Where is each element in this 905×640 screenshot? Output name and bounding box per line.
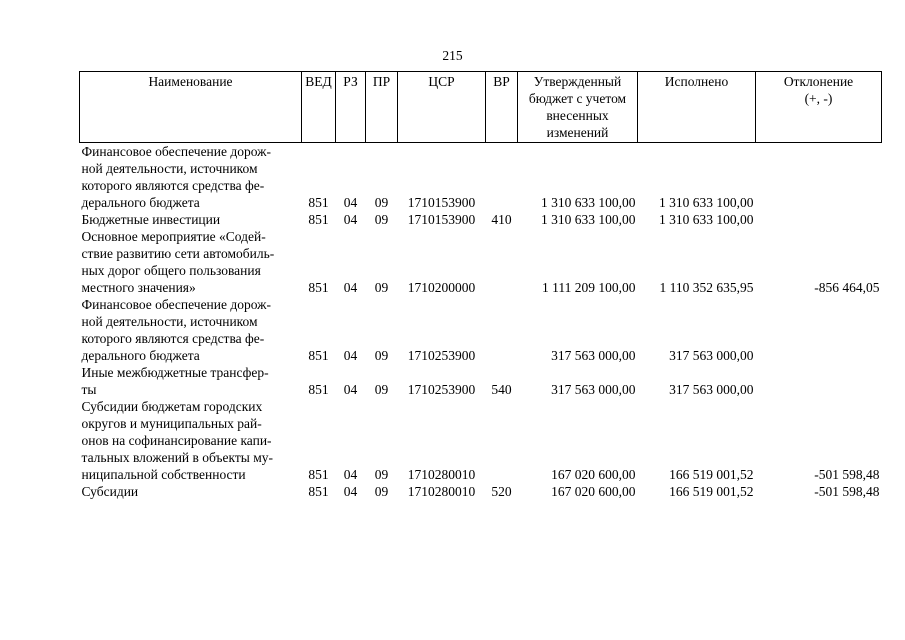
- row-ved: 851: [308, 484, 329, 499]
- header-name: Наименование: [80, 72, 302, 143]
- row-ved: 851: [308, 348, 329, 363]
- row-approved: 1 111 209 100,00: [542, 280, 636, 295]
- header-csr: ЦСР: [398, 72, 486, 143]
- row-csr: 1710280010: [407, 484, 476, 499]
- row-vr: [486, 143, 518, 212]
- row-rz: 04: [343, 467, 358, 482]
- row-approved: 317 563 000,00: [551, 382, 636, 397]
- row-executed: 1 310 633 100,00: [659, 195, 754, 210]
- row-ved: 851: [308, 382, 329, 397]
- row-name-line: ты: [81, 382, 97, 397]
- row-csr: 1710153900: [407, 212, 476, 227]
- row-name-line: которого являются средства фе-: [81, 331, 265, 346]
- table-row: [80, 143, 882, 212]
- table-row: [80, 211, 882, 228]
- row-executed: 317 563 000,00: [669, 382, 754, 397]
- row-rz: 04: [343, 212, 358, 227]
- row-pr: 09: [374, 348, 389, 363]
- row-name-line: ниципальной собственности: [81, 467, 246, 482]
- row-csr: 1710253900: [407, 348, 476, 363]
- header-vr: ВР: [486, 72, 518, 143]
- header-approved-line: бюджет с учетом: [528, 91, 627, 106]
- row-name-line: Иные межбюджетные трансфер-: [81, 365, 269, 380]
- row-executed: 166 519 001,52: [669, 484, 754, 499]
- row-name-line: Финансовое обеспечение дорож-: [81, 144, 271, 159]
- row-rz: 04: [343, 348, 358, 363]
- row-name: [80, 398, 302, 483]
- header-deviation: [756, 72, 882, 143]
- row-deviation: -501 598,48: [814, 467, 880, 482]
- row-name-line: ной деятельности, источником: [81, 314, 258, 329]
- row-ved: 851: [308, 280, 329, 295]
- header-ved: ВЕД: [302, 72, 336, 143]
- row-deviation: [756, 143, 882, 212]
- row-csr: 1710253900: [407, 382, 476, 397]
- row-deviation: -501 598,48: [814, 484, 880, 499]
- row-name-line: округов и муниципальных рай-: [81, 416, 262, 431]
- row-name: [80, 211, 302, 228]
- table-row: [80, 398, 882, 483]
- row-executed: 1 310 633 100,00: [659, 212, 754, 227]
- header-approved-line: Утвержденный: [533, 74, 622, 89]
- row-name-line: ствие развитию сети автомобиль-: [81, 246, 275, 261]
- header-pr: ПР: [366, 72, 398, 143]
- row-approved: 1 310 633 100,00: [541, 195, 636, 210]
- table-body: [80, 143, 882, 501]
- table-row: [80, 228, 882, 296]
- row-name-line: Субсидии бюджетам городских: [81, 399, 263, 414]
- row-name: [80, 364, 302, 398]
- row-approved: 1 310 633 100,00: [541, 212, 636, 227]
- header-deviation-line: (+, -): [804, 91, 833, 106]
- row-csr: 1710200000: [407, 280, 476, 295]
- row-deviation: [756, 296, 882, 364]
- row-rz: 04: [343, 382, 358, 397]
- row-name: [80, 228, 302, 296]
- row-name-line: онов на софинансирование капи-: [81, 433, 272, 448]
- row-csr: 1710153900: [407, 195, 476, 210]
- row-name-line: которого являются средства фе-: [81, 178, 265, 193]
- row-deviation: [756, 211, 882, 228]
- row-approved: 317 563 000,00: [551, 348, 636, 363]
- row-name-line: Основное мероприятие «Содей-: [81, 229, 266, 244]
- header-approved: [518, 72, 638, 143]
- row-name-line: Субсидии: [81, 484, 139, 499]
- row-executed: 166 519 001,52: [669, 467, 754, 482]
- row-executed: 317 563 000,00: [669, 348, 754, 363]
- row-ved: 851: [308, 195, 329, 210]
- row-name: [80, 296, 302, 364]
- row-rz: 04: [343, 280, 358, 295]
- row-rz: 04: [343, 195, 358, 210]
- row-name: [80, 143, 302, 212]
- row-name-line: ной деятельности, источником: [81, 161, 258, 176]
- row-pr: 09: [374, 467, 389, 482]
- header-approved-line: внесенных: [546, 108, 609, 123]
- row-name-line: Финансовое обеспечение дорож-: [81, 297, 271, 312]
- row-name-line: тальных вложений в объекты му-: [81, 450, 274, 465]
- row-name-line: местного значения»: [81, 280, 196, 295]
- row-pr: 09: [374, 212, 389, 227]
- header-deviation-line: Отклонение: [783, 74, 854, 89]
- table-row: [80, 364, 882, 398]
- header-executed: Исполнено: [638, 72, 756, 143]
- row-name-line: дерального бюджета: [81, 195, 200, 210]
- row-csr: 1710280010: [407, 467, 476, 482]
- table-row: [80, 483, 882, 500]
- table-row: [80, 296, 882, 364]
- row-executed: 1 110 352 635,95: [659, 280, 754, 295]
- row-vr: 540: [491, 382, 512, 397]
- table-header-row: [80, 72, 882, 143]
- row-approved: 167 020 600,00: [551, 467, 636, 482]
- page-number: 215: [442, 48, 463, 63]
- row-pr: 09: [374, 280, 389, 295]
- row-vr: 520: [491, 484, 512, 499]
- budget-table: [79, 71, 882, 500]
- row-deviation: -856 464,05: [814, 280, 880, 295]
- row-name-line: дерального бюджета: [81, 348, 200, 363]
- row-pr: 09: [374, 484, 389, 499]
- row-deviation: [756, 364, 882, 398]
- header-rz: РЗ: [336, 72, 366, 143]
- row-name-line: Бюджетные инвестиции: [81, 212, 221, 227]
- row-pr: 09: [374, 382, 389, 397]
- row-vr: [486, 398, 518, 483]
- row-approved: 167 020 600,00: [551, 484, 636, 499]
- row-ved: 851: [308, 212, 329, 227]
- row-rz: 04: [343, 484, 358, 499]
- row-name-line: ных дорог общего пользования: [81, 263, 261, 278]
- row-vr: [486, 296, 518, 364]
- header-approved-line: изменений: [546, 125, 609, 140]
- row-name: [80, 483, 302, 500]
- row-ved: 851: [308, 467, 329, 482]
- row-vr: [486, 228, 518, 296]
- row-vr: 410: [491, 212, 512, 227]
- row-pr: 09: [374, 195, 389, 210]
